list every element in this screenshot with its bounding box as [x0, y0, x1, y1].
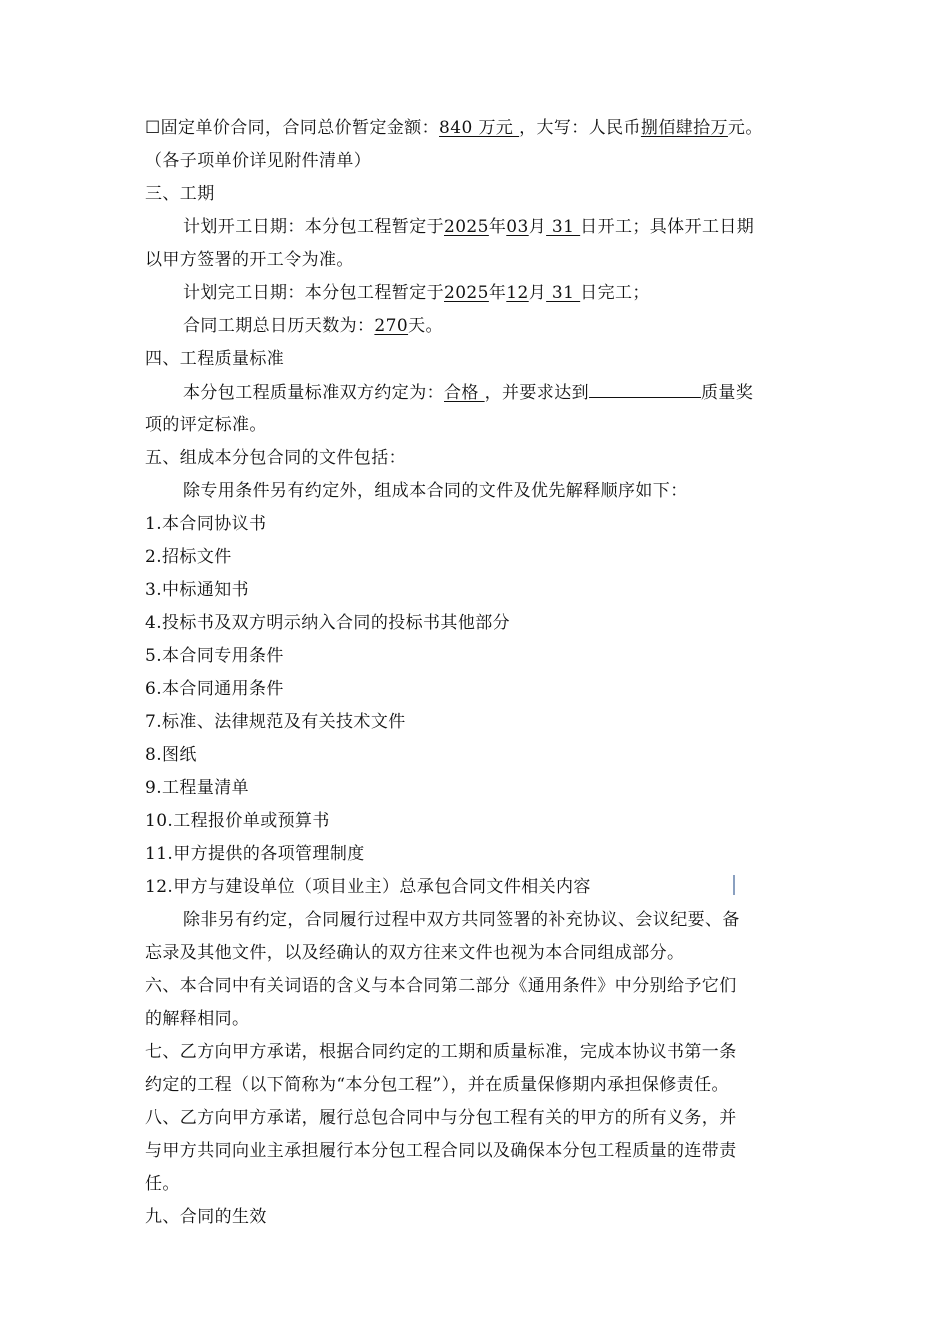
list-item: 7.标准、法律规范及有关技术文件	[145, 712, 406, 732]
clause7-line2: 约定的工程（以下简称为“本分包工程”），并在质量保修期内承担保修责任。	[145, 1075, 729, 1095]
price-prefix: 固定单价合同，合同总价暂定金额：	[160, 118, 440, 138]
list-item: 2.招标文件	[145, 547, 232, 567]
price-suffix: 元。	[727, 118, 763, 138]
start-month-label: 月	[528, 217, 547, 237]
list-item: 6.本合同通用条件	[145, 679, 284, 699]
clause6-line2: 的解释相同。	[145, 1009, 250, 1029]
list-item: 4.投标书及双方明示纳入合同的投标书其他部分	[145, 613, 511, 633]
start-month: 03	[506, 217, 529, 237]
price-note: （各子项单价详见附件清单）	[145, 151, 372, 171]
total-days-line	[183, 315, 443, 337]
list-item: 9.工程量清单	[145, 778, 250, 798]
schedule-heading: 三、工期	[145, 184, 215, 204]
start-day-label: 日开工；具体开工日期	[580, 217, 755, 237]
end-year-label: 年	[488, 283, 507, 303]
end-day-label: 日完工；	[580, 283, 650, 303]
price-amount-words: 捌佰肆拾万	[640, 118, 728, 138]
list-item: 5.本合同专用条件	[145, 646, 284, 666]
clause8-line1: 八、乙方向甲方承诺，履行总包合同中与分包工程有关的甲方的所有义务，并	[145, 1108, 737, 1128]
end-year: 2025	[444, 283, 489, 303]
documents-closing-2: 忘录及其他文件，以及经确认的双方往来文件也视为本合同组成部分。	[145, 943, 685, 963]
list-item: 8.图纸	[145, 745, 197, 765]
list-item: 3.中标通知书	[145, 580, 250, 600]
clause7-line1: 七、乙方向甲方承诺，根据合同约定的工期和质量标准，完成本协议书第一条	[145, 1042, 737, 1062]
price-mid: ，大写：人民币	[519, 118, 641, 138]
end-date-line	[183, 282, 650, 304]
end-prefix: 计划完工日期：本分包工程暂定于	[183, 283, 444, 303]
total-days: 270	[374, 316, 409, 336]
quality-mid: ，并要求达到	[484, 383, 590, 403]
price-line	[145, 117, 763, 139]
checkbox-icon[interactable]: ☐	[145, 118, 161, 138]
list-item: 11.甲方提供的各项管理制度	[145, 844, 365, 864]
quality-line	[183, 381, 753, 404]
start-date-cont: 以甲方签署的开工令为准。	[145, 250, 354, 270]
total-suffix: 天。	[408, 316, 443, 336]
end-month-label: 月	[528, 283, 547, 303]
documents-intro: 除专用条件另有约定外，组成本合同的文件及优先解释顺序如下：	[183, 481, 688, 501]
start-year: 2025	[444, 217, 489, 237]
start-prefix: 计划开工日期：本分包工程暂定于	[183, 217, 444, 237]
list-item: 12.甲方与建设单位（项目业主）总承包合同文件相关内容	[145, 877, 591, 897]
quality-suffix: 质量奖	[701, 383, 754, 403]
end-day: 31	[546, 283, 581, 303]
end-month: 12	[506, 283, 529, 303]
quality-cont: 项的评定标准。	[145, 415, 267, 435]
documents-closing-1: 除非另有约定，合同履行过程中双方共同签署的补充协议、会议纪要、备	[183, 910, 740, 930]
list-item: 1.本合同协议书	[145, 514, 267, 534]
start-date-line	[183, 216, 754, 238]
award-blank	[589, 381, 701, 398]
clause6-line1: 六、本合同中有关词语的含义与本合同第二部分《通用条件》中分别给予它们	[145, 976, 737, 996]
quality-prefix: 本分包工程质量标准双方约定为：	[183, 383, 444, 403]
price-amount: 840 万元	[439, 118, 520, 138]
clause9-heading: 九、合同的生效	[145, 1207, 267, 1227]
total-prefix: 合同工期总日历天数为：	[183, 316, 375, 336]
quality-standard: 合格	[444, 383, 485, 403]
list-item: 10.工程报价单或预算书	[145, 811, 330, 831]
documents-heading: 五、组成本分包合同的文件包括：	[145, 448, 406, 468]
clause8-line2: 与甲方共同向业主承担履行本分包工程合同以及确保本分包工程质量的连带责	[145, 1141, 737, 1161]
start-day: 31	[546, 217, 581, 237]
quality-heading: 四、工程质量标准	[145, 349, 285, 369]
clause8-line3: 任。	[145, 1174, 180, 1194]
text-cursor	[733, 875, 735, 895]
start-year-label: 年	[488, 217, 507, 237]
